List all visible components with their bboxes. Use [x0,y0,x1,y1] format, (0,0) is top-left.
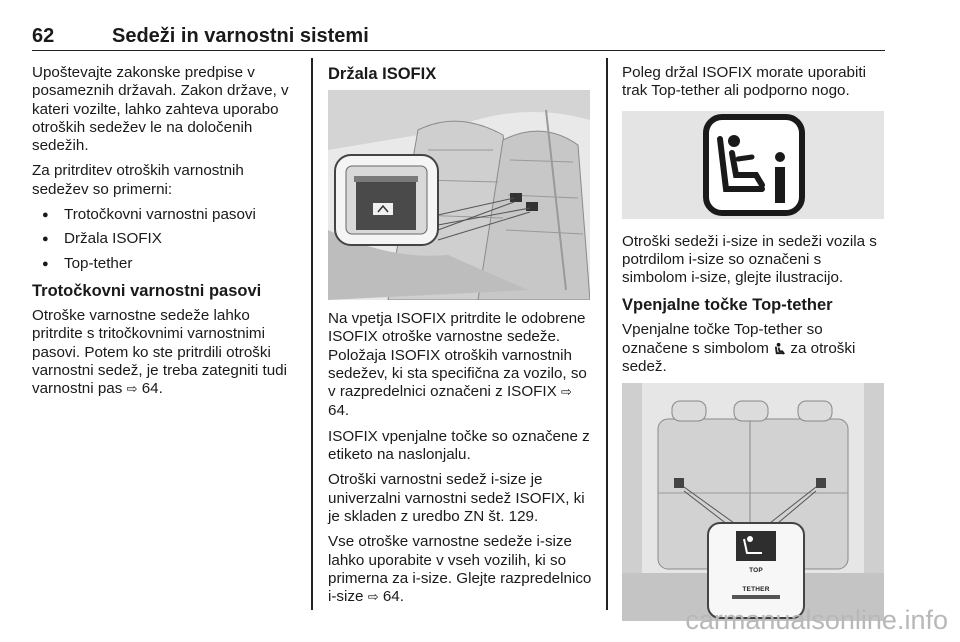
page-reference-arrow-icon[interactable]: ⇨ [367,590,379,606]
page-reference[interactable]: 64. [141,380,163,398]
column-right [622,64,887,631]
chapter-title: Sedeži in varnostni sistemi [112,25,369,47]
paragraph: Vse otroške varnostne sedeže i-size lahko uporabite v vseh vozilih, ki so primerna za i-size. Glejte razpredelnico i-size ⇨ 64. [328,533,592,606]
page-reference[interactable]: 64. [328,402,350,420]
paragraph: Poleg držal ISOFIX morate uporabiti trak Top-tether ali podporno nogo. [622,64,866,100]
page-reference-arrow-icon[interactable]: ⇨ [126,382,138,398]
column-middle [328,64,593,614]
paragraph: Upoštevajte zakonske predpise v posameznih državah. Zakon države, v kateri vozilte, lahko zahteva uporabo otroških sedežev le na določenih sedežih. [32,64,289,155]
paragraph: Na vpetja ISOFIX pritrdite le odobrene ISOFIX otroške varnostne sedeže. Položaja ISOFIX otroških varnostnih sedežev, ki sta specifična za vozilo, so v razpredelnici označeni z ISOFIX ⇨ 64. [328,310,587,420]
page-reference[interactable]: 64. [382,588,404,606]
child-seat-symbol-icon [773,342,786,355]
section-heading: Držala ISOFIX [328,65,437,83]
paragraph: Vpenjalne točke Top-tether so označene s simbolom za otroški sedež. [622,321,856,376]
bullet-list [32,206,304,273]
column-divider [606,58,608,610]
top-tether-label: TOP TETHER [742,567,770,593]
page-header [32,22,885,51]
paragraph: ISOFIX vpenjalne točke so označene z etiketo na naslonjalu. [328,427,590,464]
paragraph: Otroški sedeži i-size in sedeži vozila s potrdilom i-size so označeni s simbolom i-size, glejte ilustracijo. [622,232,877,287]
top-tether-cargo-illustration [622,383,884,621]
column-divider [311,58,313,610]
list-item: ● Top-tether [32,255,304,273]
paragraph: Otroški varnostni sedež i-size je univerzalni varnostni sedež ISOFIX, ki je skladen z uredbo ZN št. 129. [328,471,585,525]
list-item: ● Držala ISOFIX [32,230,304,248]
paragraph: Otroške varnostne sedeže lahko pritrdite s tritočkovnimi varnostnimi pasovi. Potem ko ste pritrdili otroški varnostni sedež, je treba zategniti tudi varnostni pas ⇨ 64. [32,306,287,398]
watermark: carmanualsonline.info [685,605,948,635]
isofix-seat-illustration [328,90,590,300]
paragraph: Za pritrditev otroških varnostnih sedežev so primerni: [32,162,244,198]
page-reference-arrow-icon[interactable]: ⇨ [561,385,572,401]
section-heading: Vpenjalne točke Top-tether [622,296,833,315]
column-left [32,64,304,406]
page-number: 62 [32,25,55,47]
list-item: ● Trotočkovni varnostni pasovi [32,206,304,224]
i-size-symbol-illustration [622,111,884,219]
section-heading: Trotočkovni varnostni pasovi [32,281,262,300]
